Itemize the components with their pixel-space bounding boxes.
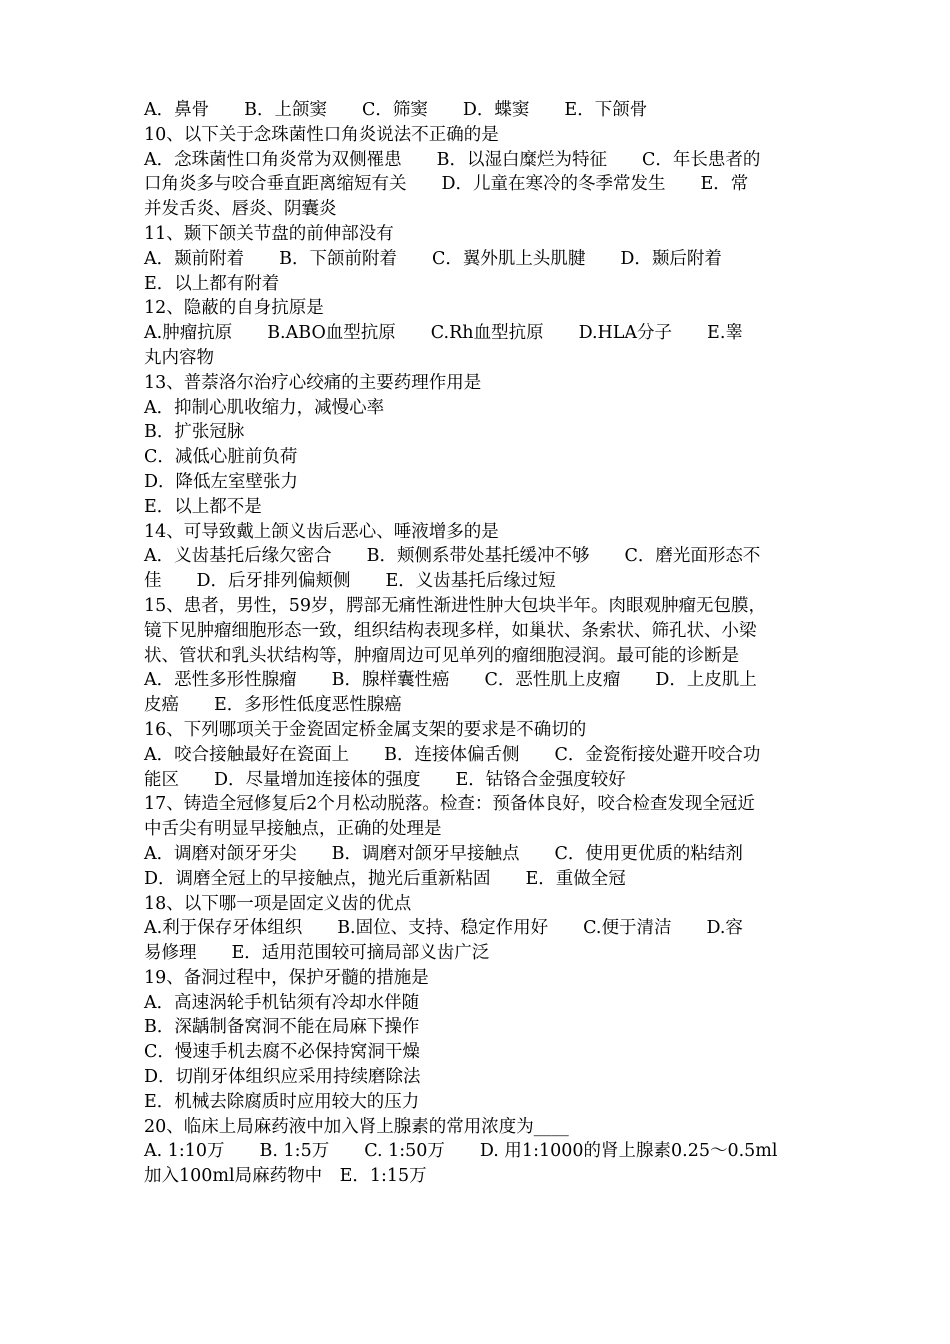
- text-line: E．以上都有附着: [144, 273, 280, 294]
- text-line: D．切削牙体组织应采用持续磨除法: [144, 1067, 421, 1088]
- text-line: C．减低心脏前负荷: [144, 447, 298, 468]
- text-line: A. 1:10万 B. 1:5万 C. 1:50万 D. 用1:1000的肾上腺素0.25～0.5ml: [144, 1141, 778, 1162]
- question-15: 15、患者，男性，59岁，腭部无痛性渐进性肿大包块半年。肉眼观肿瘤无包膜，: [144, 595, 767, 616]
- text-line: 佳 D．后牙排列偏颊侧 E．义齿基托后缘过短: [144, 571, 556, 592]
- text-line: 皮癌 E．多形性低度恶性腺癌: [144, 695, 402, 716]
- text-line: 中舌尖有明显早接触点，正确的处理是: [144, 819, 442, 840]
- text-line: A.肿瘤抗原 B.ABO血型抗原 C.Rh血型抗原 D.HLA分子 E.睾: [144, 323, 743, 344]
- text-line: 镜下见肿瘤细胞形态一致，组织结构表现多样，如巢状、条索状、筛孔状、小梁: [144, 620, 757, 641]
- text-line: A．念珠菌性口角炎常为双侧罹患 B．以湿白糜烂为特征 C．年长患者的: [144, 149, 761, 170]
- question-10: 10、以下关于念珠菌性口角炎说法不正确的是: [144, 124, 499, 145]
- question-19: 19、备洞过程中，保护牙髓的措施是: [144, 967, 429, 988]
- text-line: A.利于保存牙体组织 B.固位、支持、稳定作用好 C.便于清洁 D.容: [144, 918, 743, 939]
- text-line: E．以上都不是: [144, 496, 262, 517]
- text-line: B．深龋制备窝洞不能在局麻下操作: [144, 1017, 420, 1038]
- text-line: A．高速涡轮手机钻须有冷却水伴随: [144, 992, 420, 1013]
- text-line: 加入100ml局麻药物中 E．1:15万: [144, 1166, 427, 1187]
- text-line: A．调磨对颌牙牙尖 B．调磨对颌牙早接触点 C．使用更优质的粘结剂: [144, 843, 743, 864]
- text-line: 口角炎多与咬合垂直距离缩短有关 D．儿童在寒冷的冬季常发生 E．常: [144, 174, 749, 195]
- text-line: C．慢速手机去腐不必保持窝洞干燥: [144, 1042, 420, 1063]
- text-line: A．恶性多形性腺瘤 B．腺样囊性癌 C．恶性肌上皮瘤 D．上皮肌上: [144, 670, 757, 691]
- text-line: 状、管状和乳头状结构等，肿瘤周边可见单列的瘤细胞浸润。最可能的诊断是: [144, 645, 739, 666]
- text-line: 并发舌炎、唇炎、阴囊炎: [144, 199, 337, 220]
- text-line: 易修理 E．适用范围较可摘局部义齿广泛: [144, 943, 490, 964]
- text-line: A．义齿基托后缘欠密合 B．颊侧系带处基托缓冲不够 C．磨光面形态不: [144, 546, 761, 567]
- text-line: 丸内容物: [144, 347, 214, 368]
- question-20: 20、临床上局麻药液中加入肾上腺素的常用浓度为____: [144, 1116, 569, 1137]
- text-line: A．咬合接触最好在瓷面上 B．连接体偏舌侧 C．金瓷衔接处避开咬合功: [144, 744, 761, 765]
- question-11: 11、颞下颌关节盘的前伸部没有: [144, 223, 394, 244]
- text-line: B．扩张冠脉: [144, 422, 245, 443]
- question-13: 13、普萘洛尔治疗心绞痛的主要药理作用是: [144, 372, 482, 393]
- text-line: D．降低左室壁张力: [144, 471, 299, 492]
- text-line: E．机械去除腐质时应用较大的压力: [144, 1091, 420, 1112]
- question-14: 14、可导致戴上颌义齿后恶心、唾液增多的是: [144, 521, 499, 542]
- question-16: 16、下列哪项关于金瓷固定桥金属支架的要求是不确切的: [144, 719, 587, 740]
- question-12: 12、隐蔽的自身抗原是: [144, 298, 324, 319]
- document-page: [144, 98, 809, 1189]
- text-line: A．鼻骨 B．上颌窦 C．筛窦 D．蝶窦 E．下颌骨: [144, 100, 648, 120]
- question-17: 17、铸造全冠修复后2个月松动脱落。检查：预备体良好，咬合检查发现全冠近: [144, 794, 755, 815]
- text-line: A．抑制心肌收缩力，减慢心率: [144, 397, 385, 418]
- text-line: D．调磨全冠上的早接触点，抛光后重新粘固 E．重做全冠: [144, 868, 626, 889]
- question-18: 18、以下哪一项是固定义齿的优点: [144, 893, 412, 914]
- text-line: 能区 D．尽量增加连接体的强度 E．钴铬合金强度较好: [144, 769, 626, 790]
- text-line: A．颞前附着 B．下颌前附着 C．翼外肌上头肌腱 D．颞后附着: [144, 248, 722, 269]
